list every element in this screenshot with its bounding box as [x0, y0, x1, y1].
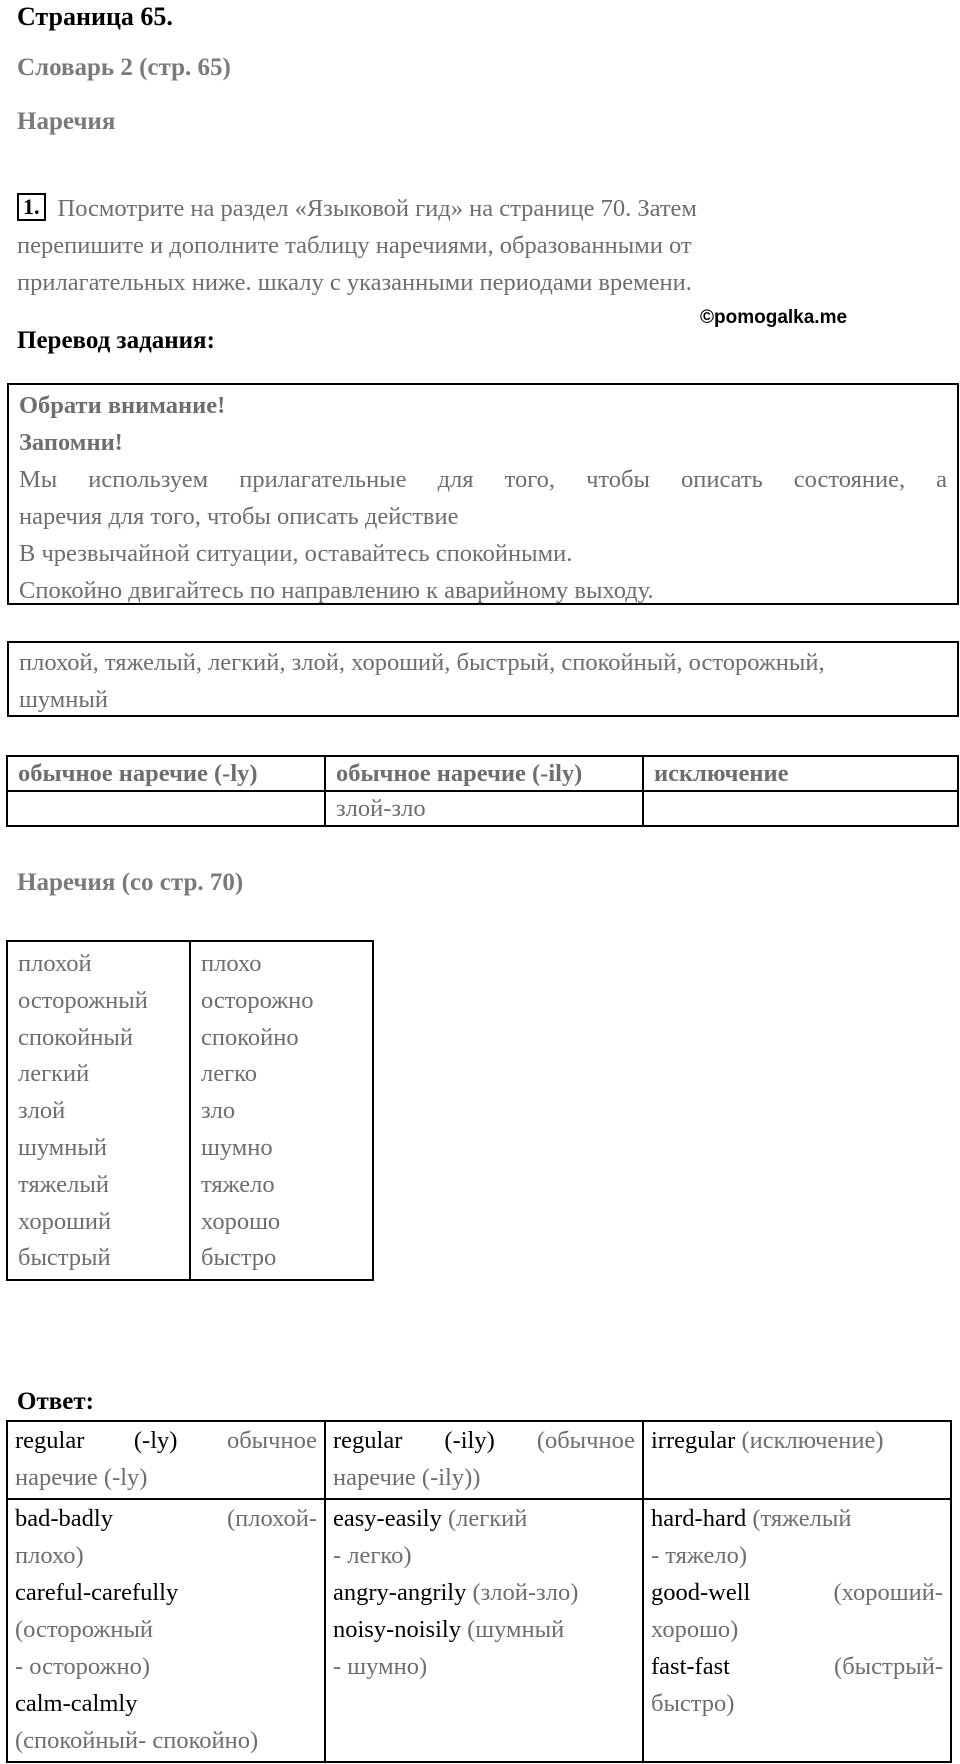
- page-title: Страница 65.: [17, 2, 173, 31]
- answer-heading: Ответ:: [17, 1388, 94, 1415]
- list-item: тяжело: [201, 1170, 275, 1198]
- list-item: спокойный: [18, 1023, 133, 1051]
- header-ru: (обычное: [536, 1427, 636, 1454]
- word-list-line: плохой, тяжелый, легкий, злой, хороший, быстрый, спокойный, осторожный,: [19, 649, 825, 676]
- note-line: Мы используем прилагательные для того, чтобы описать состояние, а: [19, 466, 947, 493]
- list-item: шумный: [18, 1133, 107, 1161]
- answer-ru: - осторожно): [15, 1653, 150, 1680]
- task-text: [17, 190, 847, 301]
- answer-ru: (быстрый-: [834, 1653, 943, 1680]
- answer-en: angry-angrily: [333, 1579, 467, 1606]
- task-line: прилагательных ниже. шкалу с указанными периодами времени.: [17, 269, 692, 296]
- answer-ru: хорошо): [651, 1616, 739, 1643]
- answer-en: easy-easily: [333, 1505, 442, 1532]
- note-line: Спокойно двигайтесь по направлению к аварийному выходу.: [19, 577, 654, 604]
- header-ru: обычное: [226, 1427, 318, 1454]
- note-box: [7, 383, 959, 605]
- table-cell: злой-зло: [325, 791, 643, 826]
- answer-ru: - шумно): [333, 1653, 428, 1680]
- answer-ru: (тяжелый: [752, 1505, 852, 1532]
- task-table: [6, 755, 959, 827]
- answer-header-regular-ly: [7, 1421, 325, 1499]
- table-header: обычное наречие (-ly): [7, 756, 325, 791]
- list-item: хорошо: [201, 1207, 281, 1235]
- answer-cell-irregular: [643, 1499, 951, 1762]
- adverbs-column: [190, 941, 373, 1280]
- answer-cell-regular-ily: [325, 1499, 643, 1762]
- note-line: В чрезвычайной ситуации, оставайтесь спокойными.: [19, 540, 573, 567]
- list-item: осторожный: [18, 986, 148, 1014]
- word-list-box: [7, 641, 959, 717]
- adjectives-column: [7, 941, 190, 1280]
- answer-ru: быстро): [651, 1690, 735, 1717]
- answer-en: bad-badly: [15, 1505, 113, 1532]
- answer-ru: (легкий: [447, 1505, 528, 1532]
- list-item: тяжелый: [18, 1170, 109, 1198]
- answer-ru: (плохой-: [227, 1505, 317, 1532]
- answer-en: calm-calmly: [15, 1690, 138, 1717]
- answer-en: noisy-noisily: [333, 1616, 461, 1643]
- list-item: шумно: [201, 1133, 273, 1161]
- adverbs-heading: Наречия (со стр. 70): [17, 869, 244, 896]
- adverbs-table: [6, 940, 374, 1281]
- table-cell: [643, 791, 958, 826]
- header-en: regular (-ily): [333, 1427, 495, 1454]
- table-cell: [7, 791, 325, 826]
- answer-ru: - тяжело): [651, 1542, 748, 1569]
- list-item: быстро: [201, 1244, 277, 1272]
- header-en: regular (-ly): [15, 1427, 178, 1454]
- list-item: хороший: [18, 1207, 112, 1235]
- note-title: Обрати внимание!: [19, 392, 226, 419]
- dictionary-title: Словарь 2 (стр. 65): [17, 54, 231, 81]
- list-item: легко: [201, 1060, 258, 1088]
- task-line: перепишите и дополните таблицу наречиями, образованными от: [17, 232, 692, 259]
- watermark: ©pomogalka.me: [700, 307, 848, 328]
- note-subtitle: Запомни!: [19, 429, 123, 456]
- answer-ru: (спокойный- спокойно): [15, 1727, 259, 1754]
- header-ru: наречие (-ly): [15, 1464, 148, 1491]
- list-item: плохой: [18, 950, 92, 977]
- list-item: легкий: [18, 1060, 90, 1088]
- section-title: Наречия: [17, 108, 116, 135]
- list-item: осторожно: [201, 986, 314, 1014]
- table-header: исключение: [643, 756, 958, 791]
- list-item: быстрый: [18, 1244, 111, 1272]
- answer-ru: (злой-зло): [472, 1579, 579, 1606]
- answer-en: hard-hard: [651, 1505, 747, 1532]
- answer-table: [6, 1420, 952, 1763]
- answer-ru: (хороший-: [833, 1579, 943, 1606]
- answer-ru: (шумный: [467, 1616, 565, 1643]
- list-item: зло: [201, 1097, 236, 1125]
- list-item: злой: [18, 1097, 66, 1125]
- answer-ru: - легко): [333, 1542, 412, 1569]
- header-en: irregular: [651, 1427, 736, 1454]
- answer-en: fast-fast: [651, 1653, 730, 1680]
- translation-heading: Перевод задания:: [17, 327, 215, 354]
- header-ru: наречие (-ily)): [333, 1464, 481, 1491]
- answer-en: careful-carefully: [15, 1579, 179, 1606]
- answer-cell-regular-ly: [7, 1499, 325, 1762]
- list-item: плохо: [201, 950, 262, 977]
- note-line: наречия для того, чтобы описать действие: [19, 503, 459, 530]
- task-number: 1.: [17, 193, 46, 221]
- task-line: Посмотрите на раздел «Языковой гид» на странице 70. Затем: [57, 195, 697, 222]
- answer-ru: плохо): [15, 1542, 84, 1569]
- header-ru: (исключение): [741, 1427, 884, 1454]
- list-item: спокойно: [201, 1023, 299, 1051]
- answer-ru: (осторожный: [15, 1616, 154, 1643]
- word-list-line: шумный: [19, 686, 108, 713]
- answer-header-regular-ily: [325, 1421, 643, 1499]
- answer-en: good-well: [651, 1579, 751, 1606]
- table-header: обычное наречие (-ily): [325, 756, 643, 791]
- answer-header-irregular: [643, 1421, 951, 1499]
